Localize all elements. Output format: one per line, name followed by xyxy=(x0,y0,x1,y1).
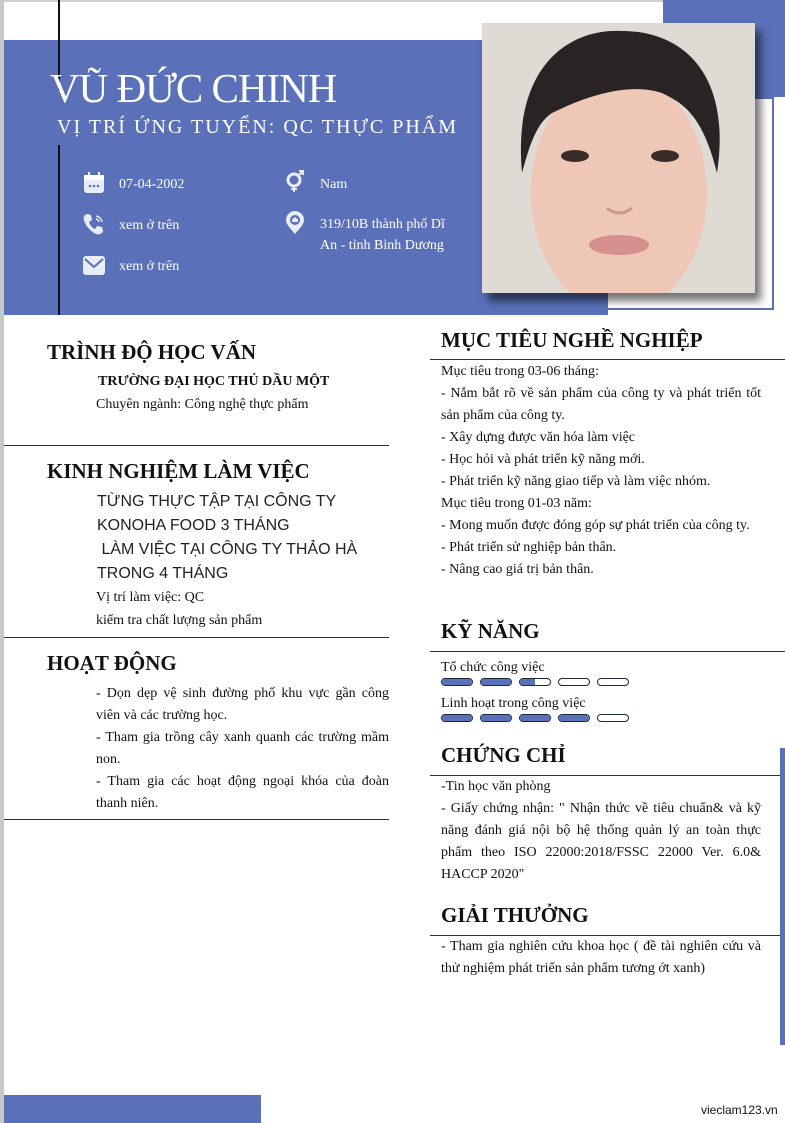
skill-name: Linh hoạt trong công việc xyxy=(441,696,586,711)
skill-level-segment xyxy=(597,714,629,722)
gender-icon xyxy=(283,170,307,199)
objective-line: Mục tiêu trong 01-03 năm: xyxy=(441,496,592,511)
skill-level-segment xyxy=(441,678,473,686)
objective-line: - Nắm bắt rõ về sản phẩm của công ty và phát triển tốt sản phẩm của công ty. xyxy=(441,386,761,423)
divider xyxy=(430,359,785,360)
divider xyxy=(430,651,785,652)
activity-item: - Tham gia các hoạt động ngoại khóa của đoàn thanh niên. xyxy=(96,774,389,811)
email: xem ở trên xyxy=(119,259,180,274)
candidate-name: VŨ ĐỨC CHINH xyxy=(50,65,337,111)
major: Chuyên ngành: Công nghệ thực phẩm xyxy=(96,397,309,412)
section-title-objective: MỤC TIÊU NGHỀ NGHIỆP xyxy=(441,328,703,352)
activity-item: - Tham gia trồng cây xanh quanh các trường mầm non. xyxy=(96,730,389,767)
footer-site: vieclam123.vn xyxy=(701,1103,778,1117)
email-icon xyxy=(82,253,106,282)
objective-line: Mục tiêu trong 03-06 tháng: xyxy=(441,364,599,379)
section-title-certificates: CHỨNG CHỈ xyxy=(441,743,566,767)
section-title-experience: KINH NGHIỆM LÀM VIỆC xyxy=(47,459,310,483)
section-title-education: TRÌNH ĐỘ HỌC VẤN xyxy=(47,340,257,364)
objective-line: - Mong muốn được đóng góp sự phát triển của công ty. xyxy=(441,518,750,533)
section-title-activities: HOẠT ĐỘNG xyxy=(47,651,177,675)
skill-level-segment xyxy=(519,678,551,686)
decor-bar xyxy=(780,748,785,1045)
calendar-icon xyxy=(82,171,106,200)
address: 319/10B thành phố Dĩ An - tỉnh Bình Dương xyxy=(320,217,445,253)
phone: xem ở trên xyxy=(119,218,180,233)
experience-desc: kiểm tra chất lượng sản phẩm xyxy=(96,613,263,628)
objective-line: - Phát triển kỹ năng giao tiếp và làm việc nhóm. xyxy=(441,474,711,489)
skill-name: Tổ chức công việc xyxy=(441,660,545,675)
objective-line: - Xây dựng được văn hóa làm việc xyxy=(441,430,636,445)
decor-line xyxy=(58,145,60,315)
divider xyxy=(4,445,389,446)
gender: Nam xyxy=(320,177,348,192)
skill-level-segment xyxy=(480,714,512,722)
skill-level-segment xyxy=(519,714,551,722)
objective-line: - Nâng cao giá trị bản thân. xyxy=(441,562,594,577)
certificate-item: -Tin học văn phòng xyxy=(441,779,551,794)
footer-bar xyxy=(4,1095,261,1123)
objective-line: - Học hỏi và phát triển kỹ năng mới. xyxy=(441,452,645,467)
school-name: TRƯỜNG ĐẠI HỌC THỦ DẦU MỘT xyxy=(98,374,330,389)
position-applied: VỊ TRÍ ỨNG TUYỂN: QC THỰC PHẨM xyxy=(57,116,459,138)
phone-icon xyxy=(82,212,106,241)
experience-role: Vị trí làm việc: QC xyxy=(96,590,205,605)
profile-photo xyxy=(482,23,755,293)
skill-rating xyxy=(441,714,636,732)
skill-level-segment xyxy=(558,678,590,686)
divider xyxy=(4,637,389,638)
section-title-skills: KỸ NĂNG xyxy=(441,619,540,643)
activity-item: - Dọn dẹp vệ sinh đường phố khu vực gần công viên và các trường học. xyxy=(96,686,389,723)
skill-level-segment xyxy=(480,678,512,686)
skill-level-segment xyxy=(558,714,590,722)
experience-item: LÀM VIỆC TẠI CÔNG TY THẢO HÀ TRONG 4 THÁNG xyxy=(97,541,362,582)
award-item: - Tham gia nghiên cứu khoa học ( đề tài nghiên cứu và thử nghiệm phát triển sản phẩm tương ớt xanh) xyxy=(441,939,761,976)
skill-level-segment xyxy=(597,678,629,686)
objective-line: - Phát triển sử nghiệp bản thân. xyxy=(441,540,617,555)
skill-level-segment xyxy=(441,714,473,722)
experience-item: TỪNG THỰC TẬP TẠI CÔNG TY KONOHA FOOD 3 THÁNG xyxy=(97,493,336,534)
location-icon xyxy=(283,211,307,240)
divider xyxy=(4,819,389,820)
section-title-awards: GIẢI THƯỞNG xyxy=(441,903,589,927)
certificate-item: - Giấy chứng nhận: " Nhận thức về tiêu chuẩn& và kỹ năng đánh giá nội bộ hệ thống quản lý an toàn thực phẩm theo ISO 22000:2018/FSSC 22000 Ver. 6.0& HACCP 2020" xyxy=(441,801,761,882)
birthdate: 07-04-2002 xyxy=(119,177,185,192)
